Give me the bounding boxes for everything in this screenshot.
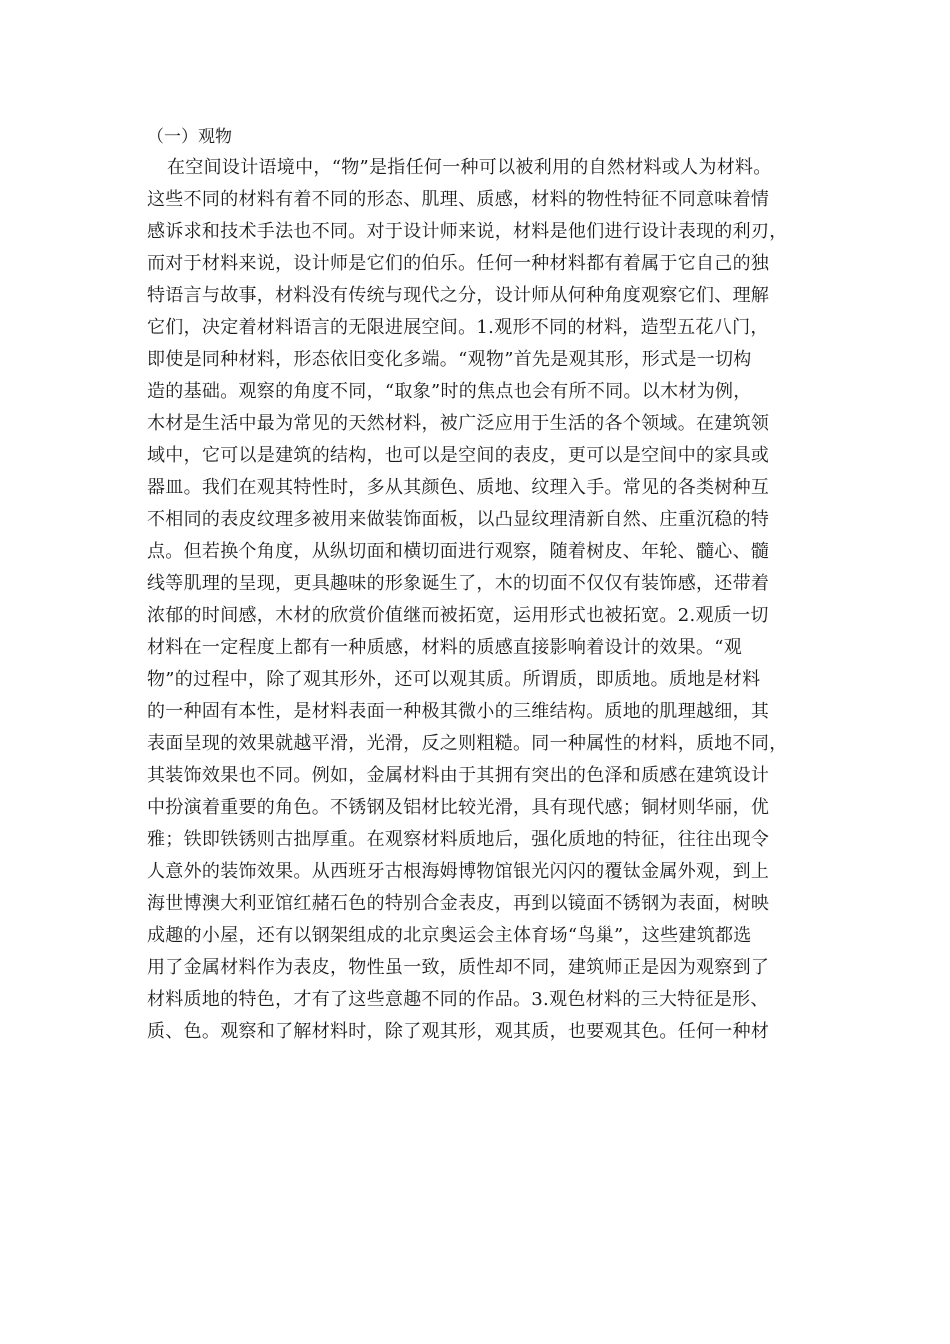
- text-line: 物”的过程中，除了观其形外，还可以观其质。所谓质，即质地。质地是材料: [147, 669, 761, 690]
- text-line: 而对于材料来说，设计师是它们的伯乐。任何一种材料都有着属于它自己的独: [147, 253, 770, 274]
- text-line: 中扮演着重要的角色。不锈钢及铝材比较光滑，具有现代感；铜材则华丽，优: [147, 797, 770, 818]
- text-line: 感诉求和技术手法也不同。对于设计师来说，材料是他们进行设计表现的利刃，: [147, 221, 788, 242]
- text-line: 器皿。我们在观其特性时，多从其颜色、质地、纹理入手。常见的各类树种互: [147, 477, 770, 498]
- text-line: 海世博澳大利亚馆红赭石色的特别合金表皮，再到以镜面不锈钢为表面，树映: [147, 893, 770, 914]
- text-line: 造的基础。观察的角度不同，“取象”时的焦点也会有所不同。以木材为例，: [147, 381, 752, 402]
- text-line: 表面呈现的效果就越平滑，光滑，反之则粗糙。同一种属性的材料，质地不同，: [147, 733, 788, 754]
- text-line: 在空间设计语境中，“物”是指任何一种可以被利用的自然材料或人为材料。: [167, 157, 772, 178]
- text-line: 线等肌理的呈现，更具趣味的形象诞生了，木的切面不仅仅有装饰感，还带着: [147, 573, 770, 594]
- text-line: 质、色。观察和了解材料时，除了观其形，观其质，也要观其色。任何一种材: [147, 1021, 770, 1042]
- text-line: 特语言与故事，材料没有传统与现代之分，设计师从何种角度观察它们、理解: [147, 285, 770, 306]
- section-heading: （一）观物: [147, 127, 232, 147]
- text-line: 用了金属材料作为表皮，物性虽一致，质性却不同，建筑师正是因为观察到了: [147, 957, 770, 978]
- text-line: 不相同的表皮纹理多被用来做装饰面板，以凸显纹理清新自然、庄重沉稳的特: [147, 509, 770, 530]
- text-line: 即使是同种材料，形态依旧变化多端。“观物”首先是观其形，形式是一切构: [147, 349, 752, 370]
- text-line: 点。但若换个角度，从纵切面和横切面进行观察，随着树皮、年轮、髓心、髓: [147, 541, 770, 562]
- text-line: 人意外的装饰效果。从西班牙古根海姆博物馆银光闪闪的覆钛金属外观，到上: [147, 861, 770, 882]
- text-line: 域中，它可以是建筑的结构，也可以是空间的表皮，更可以是空间中的家具或: [147, 445, 770, 466]
- text-line: 浓郁的时间感，木材的欣赏价值继而被拓宽，运用形式也被拓宽。2.观质一切: [147, 605, 769, 626]
- text-line: 这些不同的材料有着不同的形态、肌理、质感，材料的物性特征不同意味着情: [147, 189, 770, 210]
- text-line: 雅；铁即铁锈则古拙厚重。在观察材料质地后，强化质地的特征，往往出现令: [147, 829, 770, 850]
- body-text: [147, 152, 847, 1048]
- text-line: 成趣的小屋，还有以钢架组成的北京奥运会主体育场“鸟巢”，这些建筑都选: [147, 925, 752, 946]
- text-line: 木材是生活中最为常见的天然材料，被广泛应用于生活的各个领域。在建筑领: [147, 413, 770, 434]
- text-line: 材料在一定程度上都有一种质感，材料的质感直接影响着设计的效果。“观: [147, 637, 743, 658]
- text-line: 它们，决定着材料语言的无限进展空间。1.观形不同的材料，造型五花八门，: [147, 317, 769, 338]
- text-line: 的一种固有本性，是材料表面一种极其微小的三维结构。质地的肌理越细，其: [147, 701, 770, 722]
- text-line: 其装饰效果也不同。例如，金属材料由于其拥有突出的色泽和质感在建筑设计: [147, 765, 770, 786]
- text-line: 材料质地的特色，才有了这些意趣不同的作品。3.观色材料的三大特征是形、: [147, 989, 769, 1010]
